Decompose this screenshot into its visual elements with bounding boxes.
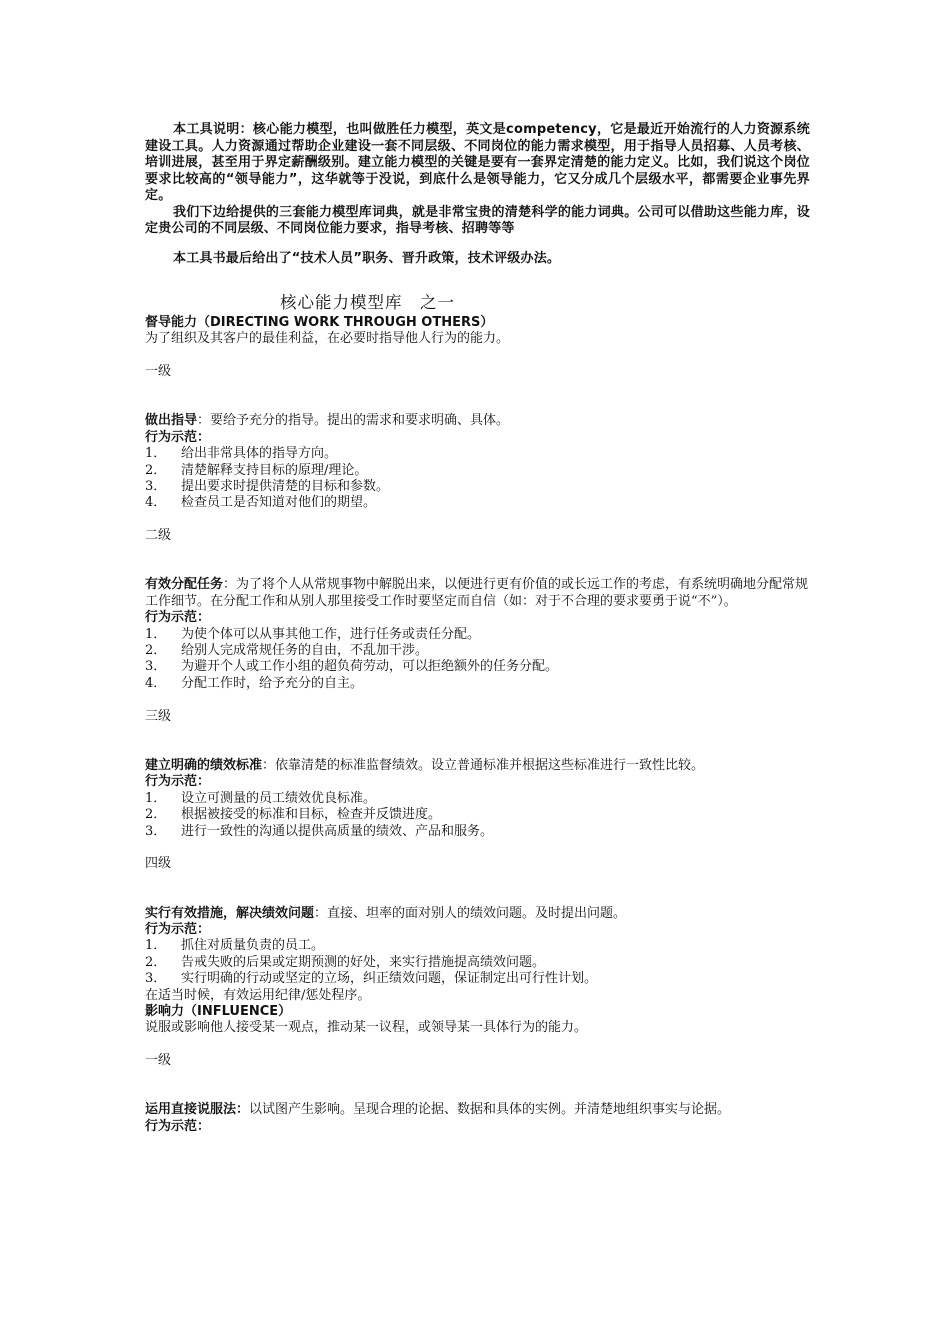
item-text: 进行一致性的沟通以提供高质量的绩效、产品和服务。 — [181, 823, 494, 839]
level-label-4: 四级 — [145, 856, 172, 872]
influence-title: 影响力（INFLUENCE） — [145, 1003, 292, 1019]
item-number: 1． — [145, 626, 167, 642]
item-text: 检查员工是否知道对他们的期望。 — [181, 495, 377, 511]
level-heading-text: 建立明确的绩效标准 — [145, 757, 263, 773]
level-heading-1 — [145, 413, 810, 429]
item-text: 给别人完成常规任务的自由，不乱加干涉。 — [181, 643, 429, 659]
item-number: 1． — [145, 938, 167, 954]
list-item — [145, 643, 810, 659]
item-number: 3． — [145, 659, 167, 675]
level-heading-text: 运用直接说服法： — [145, 1102, 250, 1118]
level-heading-text: 有效分配任务 — [145, 577, 224, 593]
item-text: 给出非常具体的指导方向。 — [181, 446, 338, 462]
item-text: 为使个体可以从事其他工作，进行任务或责任分配。 — [181, 626, 481, 642]
level-heading-text: 实行有效措施，解决绩效问题 — [145, 905, 315, 921]
item-text: 告戒失败的后果或定期预测的好处，来实行措施提高绩效问题。 — [181, 954, 546, 970]
item-text: 提出要求时提供清楚的目标和参数。 — [181, 479, 390, 495]
level-heading-2 — [145, 577, 810, 610]
item-text: 抓住对质量负责的员工。 — [181, 938, 325, 954]
list-item — [145, 955, 810, 971]
competency-body — [145, 315, 810, 1135]
list-item — [145, 659, 810, 675]
list-item — [145, 824, 810, 840]
item-number: 3． — [145, 971, 167, 987]
item-number: 3． — [145, 823, 167, 839]
directing-title: 督导能力（DIRECTING WORK THROUGH OTHERS） — [145, 315, 494, 330]
level-description: ：直接、坦率的面对别人的绩效问题。及时提出问题。 — [314, 905, 627, 921]
level-description: 以试图产生影响。呈现合理的论据、数据和具体的实例。并清楚地组织事实与论据。 — [249, 1102, 731, 1118]
level-heading-4 — [145, 906, 810, 922]
level-label-2: 二级 — [145, 528, 172, 544]
level-description: ：依靠清楚的标准监督绩效。设立普通标准并根据这些标准进行一致性比较。 — [262, 757, 705, 773]
item-number: 3． — [145, 479, 167, 495]
behavior-label: 行为示范： — [145, 921, 211, 937]
influence-level-heading-1 — [145, 1102, 810, 1118]
intro-paragraph-2: 我们下边给提供的三套能力模型库词典，就是非常宝贵的清楚科学的能力词典。公司可以借助这些能力库，设定贵公司的不同层级、不同岗位能力要求，指导考核、招聘等等 — [145, 204, 810, 236]
level-heading-3 — [145, 758, 810, 774]
item-number: 1． — [145, 446, 167, 462]
list-item — [145, 446, 810, 462]
list-item — [145, 971, 810, 987]
item-text: 实行明确的行动或坚定的立场，纠正绩效问题，保证制定出可行性计划。 — [181, 971, 598, 987]
level-heading-text: 做出指导 — [145, 413, 198, 429]
behavior-label: 行为示范： — [145, 1118, 211, 1134]
intro-section — [145, 122, 810, 267]
behavior-label: 行为示范： — [145, 610, 211, 626]
library-title: 核心能力模型库 之一 — [280, 293, 455, 312]
item-text: 根据被接受的标准和目标，检查并反馈进度。 — [181, 807, 442, 823]
behavior-label: 行为示范： — [145, 774, 211, 790]
item-number: 4． — [145, 495, 167, 511]
intro-paragraph-3: 本工具书最后给出了“技术人员”职务、晋升政策，技术评级办法。 — [173, 250, 561, 266]
list-item — [145, 495, 810, 511]
item-number: 2． — [145, 643, 167, 659]
list-item — [145, 807, 810, 823]
intro-paragraph-1: 本工具说明：核心能力模型，也叫做胜任力模型，英文是competency，它是最近开始流行的人力资源系统建设工具。人力资源通过帮助企业建设一套不同层级、不同岗位的能力需求模型，用于指导人员招募、人员考核、培训进展，甚至用于界定薪酬级别。建立能力模型的关键是要有一套界定清楚的能力定义。比如，我们说这个岗位要求比较高的“领导能力”，这华就等于没说，到底什么是领导能力，它又分成几个层级水平，都需要企业事先界定。 — [145, 122, 810, 203]
item-number: 1． — [145, 790, 167, 806]
level-label-1: 一级 — [145, 364, 172, 380]
list-item — [145, 463, 810, 479]
list-item — [145, 676, 810, 692]
item-text: 清楚解释支持目标的原理/理论。 — [181, 462, 368, 478]
list-item — [145, 791, 810, 807]
item-number: 2． — [145, 462, 167, 478]
level-description: ：要给予充分的指导。提出的需求和要求明确、具体。 — [197, 413, 510, 429]
behavior-label: 行为示范： — [145, 429, 211, 445]
list-item — [145, 938, 810, 954]
influence-definition: 说服或影响他人接受某一观点，推动某一议程，或领导某一具体行为的能力。 — [145, 1020, 588, 1036]
list-item — [145, 479, 810, 495]
level-4-trailer: 在适当时候，有效运用纪律/惩处程序。 — [145, 987, 371, 1003]
level-description: ：为了将个人从常规事物中解脱出来，以便进行更有价值的或长远工作的考虑，有系统明确地分配常规工作细节。在分配工作和从别人那里接受工作时要坚定而自信（如：对于不合理的要求要勇于说“不”）。 — [145, 577, 809, 609]
level-label-3: 三级 — [145, 708, 172, 724]
list-item — [145, 627, 810, 643]
item-text: 为避开个人或工作小组的超负荷劳动，可以拒绝额外的任务分配。 — [181, 659, 559, 675]
directing-definition: 为了组织及其客户的最佳利益，在必要时指导他人行为的能力。 — [145, 331, 510, 347]
item-number: 2． — [145, 807, 167, 823]
item-text: 分配工作时，给予充分的自主。 — [181, 675, 364, 691]
item-number: 4． — [145, 675, 167, 691]
item-number: 2． — [145, 954, 167, 970]
item-text: 设立可测量的员工绩效优良标准。 — [181, 790, 377, 806]
influence-level-label-1: 一级 — [145, 1053, 172, 1069]
